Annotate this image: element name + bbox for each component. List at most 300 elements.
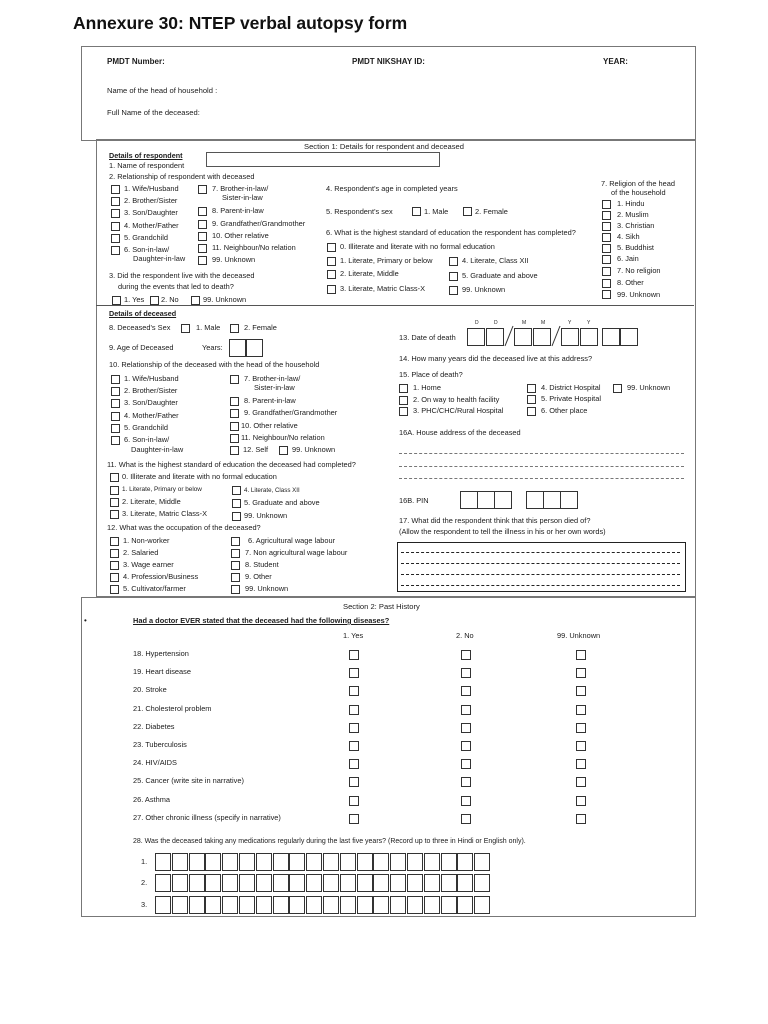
medication-char-box[interactable] [357,896,373,914]
medication-char-box[interactable] [424,853,440,871]
q10-other-relative-checkbox[interactable] [230,422,239,431]
medication-char-box[interactable] [205,874,221,892]
date-digit-box[interactable] [467,328,485,346]
q28-label: 28. Was the deceased taking any medications regularly during the last five years? (Record up to three in Hindi or English only). [133,838,526,845]
q15-private-hospital-checkbox[interactable] [527,395,536,404]
medication-char-box[interactable] [474,896,490,914]
q2-option-label: 7. Brother-in-law/ [212,184,269,193]
disease-yes-checkbox[interactable] [349,650,359,660]
medication-char-box[interactable] [340,853,356,871]
q15-option-label: 2. On way to health facility [413,395,500,404]
q11-matric-checkbox[interactable] [110,510,119,519]
q15-unknown-checkbox[interactable] [613,384,622,393]
disease-label: 18. Hypertension [133,649,189,658]
pmdt-number-label: PMDT Number: [107,57,165,66]
q12-salaried-checkbox[interactable] [110,549,119,558]
q12-option-label: 7. Non agricultural wage labour [245,548,348,557]
q7-jain-checkbox[interactable] [602,255,611,264]
q2-wife-husband-checkbox[interactable] [111,185,120,194]
disease-no-checkbox[interactable] [461,723,471,733]
medication-char-box[interactable] [390,874,406,892]
disease-label: 21. Cholesterol problem [133,704,212,713]
q11-primary-checkbox[interactable] [110,486,119,495]
q10-option-label: 4. Mother/Father [124,411,179,420]
date-part-label: D [475,320,479,326]
date-part-label: M [522,320,527,326]
q7-unknown-checkbox[interactable] [602,290,611,299]
date-part-label: Y [568,320,572,326]
q2-option-label: 9. Grandfather/Grandmother [212,219,306,228]
date-digit-box[interactable] [602,328,620,346]
head-of-household-label: Name of the head of household : [107,86,218,95]
q7-other-checkbox[interactable] [602,279,611,288]
pin-digit-box[interactable] [477,491,495,509]
q2-son-daughter-checkbox[interactable] [111,209,120,218]
q10-option-label: 1. Wife/Husband [124,374,179,383]
date-digit-box[interactable] [620,328,638,346]
medication-char-box[interactable] [155,896,171,914]
q7-option-label: 7. No religion [617,266,661,275]
medication-char-box[interactable] [306,874,322,892]
q6-option-label: 4. Literate, Class XII [462,256,529,265]
pin-digit-box[interactable] [543,491,561,509]
medication-char-box[interactable] [441,874,457,892]
medication-char-box[interactable] [441,853,457,871]
q2-other-relative-checkbox[interactable] [198,232,207,241]
q3-no-label: 2. No [161,295,179,304]
medication-char-box[interactable] [441,896,457,914]
q12-agri-labour-checkbox[interactable] [231,537,240,546]
q15-option-label: 3. PHC/CHC/Rural Hospital [413,406,504,415]
q10-option-label: 2. Brother/Sister [124,386,178,395]
q8-male-label: 1. Male [196,323,221,332]
q12-cultivator-checkbox[interactable] [110,585,119,594]
medication-char-box[interactable] [256,874,272,892]
q7-label-cont: of the household [611,188,666,197]
q8-male-checkbox[interactable] [181,324,190,333]
q12-wage-earner-checkbox[interactable] [110,561,119,570]
date-digit-box[interactable] [561,328,579,346]
respondent-name-field[interactable] [206,152,440,167]
q2-option-label: 1. Wife/Husband [124,184,179,193]
q3-yes-label: 1. Yes [124,295,145,304]
q2-label: 2. Relationship of respondent with deceased [109,172,255,181]
medication-char-box[interactable] [457,896,473,914]
disease-unknown-checkbox[interactable] [576,796,586,806]
q10-option-label: 5. Grandchild [124,423,168,432]
q2-option-label: Daughter-in-law [133,254,186,263]
disease-no-checkbox[interactable] [461,759,471,769]
disease-yes-checkbox[interactable] [349,668,359,678]
medication-char-box[interactable] [357,874,373,892]
pmdt-nikshay-id-label: PMDT NIKSHAY ID: [352,57,425,66]
q10-parent-in-law-checkbox[interactable] [230,397,239,406]
date-digit-box[interactable] [533,328,551,346]
medication-char-box[interactable] [289,896,305,914]
q10-grandparent-checkbox[interactable] [230,409,239,418]
disease-no-checkbox[interactable] [461,650,471,660]
disease-unknown-checkbox[interactable] [576,723,586,733]
q2-parent-in-law-checkbox[interactable] [198,207,207,216]
q7-hindu-checkbox[interactable] [602,200,611,209]
q3-unknown-label: 99. Unknown [203,295,247,304]
q7-option-label: 99. Unknown [617,290,661,299]
q11-option-label: 5. Graduate and above [244,498,320,507]
date-part-label: D [494,320,498,326]
disease-label: 24. HIV/AIDS [133,758,177,767]
disease-label: 27. Other chronic illness (specify in narrative) [133,813,281,822]
medication-char-box[interactable] [289,853,305,871]
medication-char-box[interactable] [222,853,238,871]
medication-char-box[interactable] [424,874,440,892]
medication-char-box[interactable] [256,896,272,914]
disease-unknown-checkbox[interactable] [576,686,586,696]
date-digit-box[interactable] [486,328,504,346]
q11-middle-checkbox[interactable] [110,498,119,507]
date-separator [504,325,514,347]
disease-yes-checkbox[interactable] [349,723,359,733]
disease-yes-checkbox[interactable] [349,705,359,715]
bullet-mark: • [84,616,87,625]
medication-char-box[interactable] [172,896,188,914]
q2-option-label: 11. Neighbour/No relation [212,243,296,252]
disease-yes-checkbox[interactable] [349,759,359,769]
q16a-label: 16A. House address of the deceased [399,428,521,437]
disease-label: 25. Cancer (write site in narrative) [133,776,244,785]
disease-unknown-checkbox[interactable] [576,668,586,678]
q6-illiterate-checkbox[interactable] [327,243,336,252]
medication-char-box[interactable] [189,874,205,892]
medication-char-box[interactable] [340,874,356,892]
q5-female-label: 2. Female [475,207,508,216]
disease-no-checkbox[interactable] [461,741,471,751]
col-yes-header: 1. Yes [343,631,364,640]
medication-char-box[interactable] [407,853,423,871]
disease-unknown-checkbox[interactable] [576,814,586,824]
q6-graduate-checkbox[interactable] [449,272,458,281]
q12-unknown-checkbox[interactable] [231,585,240,594]
q15-option-label: 1. Home [413,383,441,392]
q15-option-label: 6. Other place [541,406,588,415]
q5-female-checkbox[interactable] [463,207,472,216]
section2-question: Had a doctor EVER stated that the deceased had the following diseases? [133,616,390,625]
q7-option-label: 3. Christian [617,221,655,230]
q11-unknown-checkbox[interactable] [232,512,241,521]
medication-char-box[interactable] [373,853,389,871]
q10-option-label: 3. Son/Daughter [124,398,178,407]
q6-option-label: 2. Literate, Middle [340,269,399,278]
medication-char-box[interactable] [273,874,289,892]
q2-mother-father-checkbox[interactable] [111,222,120,231]
medication-char-box[interactable] [373,896,389,914]
medication-char-box[interactable] [155,853,171,871]
q10-wife-husband-checkbox[interactable] [111,375,120,384]
q3-no-checkbox[interactable] [150,296,159,305]
medication-char-box[interactable] [457,874,473,892]
medication-char-box[interactable] [172,853,188,871]
q2-option-label: 99. Unknown [212,255,256,264]
q6-option-label: 5. Graduate and above [462,271,538,280]
q16b-label: 16B. PIN [399,496,429,505]
q7-option-label: 5. Buddhist [617,243,654,252]
disease-unknown-checkbox[interactable] [576,759,586,769]
section1-title: Section 1: Details for respondent and deceased [304,142,464,151]
q6-class12-checkbox[interactable] [449,257,458,266]
medication-char-box[interactable] [273,896,289,914]
col-no-header: 2. No [456,631,474,640]
q11-option-label: 0. Illiterate and literate with no formal education [122,472,277,481]
medication-char-box[interactable] [205,853,221,871]
disease-no-checkbox[interactable] [461,814,471,824]
q11-label: 11. What is the highest standard of education the deceased had completed? [107,460,356,469]
q7-christian-checkbox[interactable] [602,222,611,231]
medication-char-box[interactable] [256,853,272,871]
q7-no-religion-checkbox[interactable] [602,267,611,276]
q12-option-label: 9. Other [245,572,272,581]
q3-label: 3. Did the respondent live with the deceased [109,271,255,280]
medication-char-box[interactable] [474,853,490,871]
q1-label: 1. Name of respondent [109,161,185,170]
q12-option-label: 2. Salaried [123,548,159,557]
q11-option-label: 4. Literate, Class XII [244,487,300,494]
q10-self-checkbox[interactable] [230,446,239,455]
medication-char-box[interactable] [222,896,238,914]
medication-char-box[interactable] [306,853,322,871]
q10-brother-sister-checkbox[interactable] [111,387,120,396]
q15-other-place-checkbox[interactable] [527,407,536,416]
q10-grandchild-checkbox[interactable] [111,424,120,433]
disease-unknown-checkbox[interactable] [576,741,586,751]
disease-no-checkbox[interactable] [461,705,471,715]
q6-middle-checkbox[interactable] [327,270,336,279]
q10-brother-in-law-checkbox[interactable] [230,375,239,384]
q8-female-checkbox[interactable] [230,324,239,333]
q15-phc-checkbox[interactable] [399,407,408,416]
q15-option-label: 99. Unknown [627,383,671,392]
q6-label: 6. What is the highest standard of education the respondent has completed? [326,228,576,237]
medication-char-box[interactable] [239,896,255,914]
q7-option-label: 6. Jain [617,254,639,263]
q11-class12-checkbox[interactable] [232,486,241,495]
q7-muslim-checkbox[interactable] [602,211,611,220]
narrative-line [401,585,680,586]
disease-no-checkbox[interactable] [461,686,471,696]
q11-option-label: 99. Unknown [244,511,288,520]
medication-char-box[interactable] [306,896,322,914]
q12-option-label: 5. Cultivator/farmer [123,584,186,593]
medication-char-box[interactable] [189,853,205,871]
deceased-name-label: Full Name of the deceased: [107,108,200,117]
q15-district-hospital-checkbox[interactable] [527,384,536,393]
q10-option-label: 8. Parent-in-law [244,396,296,405]
q10-mother-father-checkbox[interactable] [111,412,120,421]
medication-char-box[interactable] [222,874,238,892]
disease-no-checkbox[interactable] [461,777,471,787]
q10-option-label: 7. Brother-in-law/ [244,374,301,383]
medication-char-box[interactable] [239,874,255,892]
q7-buddhist-checkbox[interactable] [602,244,611,253]
medication-char-box[interactable] [273,853,289,871]
disease-unknown-checkbox[interactable] [576,650,586,660]
q3-yes-checkbox[interactable] [112,296,121,305]
q10-option-label: 12. Self [243,445,269,454]
medication-char-box[interactable] [373,874,389,892]
q2-neighbour-checkbox[interactable] [198,244,207,253]
deceased-heading: Details of deceased [109,309,177,318]
q15-home-checkbox[interactable] [399,384,408,393]
q17-label: 17. What did the respondent think that this person died of? [399,516,591,525]
q12-other-checkbox[interactable] [231,573,240,582]
q12-profession-checkbox[interactable] [110,573,119,582]
page-title: Annexure 30: NTEP verbal autopsy form [73,13,408,33]
q6-primary-checkbox[interactable] [327,257,336,266]
q2-unknown-checkbox[interactable] [198,256,207,265]
medication-row-number: 2. [141,878,148,887]
q5-label: 5. Respondent's sex [326,207,393,216]
disease-yes-checkbox[interactable] [349,814,359,824]
disease-unknown-checkbox[interactable] [576,777,586,787]
q4-label: 4. Respondent's age in completed years [326,184,458,193]
medication-char-box[interactable] [172,874,188,892]
medication-char-box[interactable] [407,896,423,914]
q11-graduate-checkbox[interactable] [232,499,241,508]
age-digit-box[interactable] [229,339,246,357]
q9-years-label: Years: [202,343,223,352]
q11-option-label: 1. Literate, Primary or below [122,486,202,493]
q15-label: 15. Place of death? [399,370,463,379]
q15-option-label: 5. Private Hospital [541,394,601,403]
q11-option-label: 2. Literate, Middle [122,497,181,506]
q2-option-label: 4. Mother/Father [124,221,179,230]
medication-char-box[interactable] [239,853,255,871]
medication-char-box[interactable] [323,853,339,871]
q13-label: 13. Date of death [399,333,456,342]
q7-option-label: 8. Other [617,278,644,287]
q12-option-label: 3. Wage earner [123,560,174,569]
narrative-line [401,574,680,575]
q10-neighbour-checkbox[interactable] [230,434,239,443]
medication-char-box[interactable] [457,853,473,871]
medication-char-box[interactable] [357,853,373,871]
q6-option-label: 99. Unknown [462,285,506,294]
q10-option-label: 6. Son-in-law/ [124,435,170,444]
medication-char-box[interactable] [289,874,305,892]
q10-son-daughter-checkbox[interactable] [111,399,120,408]
q2-option-label: 8. Parent-in-law [212,206,264,215]
q6-option-label: 0. Illiterate and literate with no formal education [340,242,495,251]
q6-option-label: 3. Literate, Matric Class-X [340,284,426,293]
pin-digit-box[interactable] [460,491,478,509]
q5-male-checkbox[interactable] [412,207,421,216]
q6-unknown-checkbox[interactable] [449,286,458,295]
q10-option-label: 10. Other relative [241,421,298,430]
medication-char-box[interactable] [390,853,406,871]
disease-no-checkbox[interactable] [461,796,471,806]
medication-char-box[interactable] [155,874,171,892]
q2-option-label: 6. Son-in-law/ [124,245,170,254]
q10-option-label: Daughter-in-law [131,445,184,454]
col-unknown-header: 99. Unknown [557,631,601,640]
q12-option-label: 8. Student [245,560,279,569]
disease-yes-checkbox[interactable] [349,741,359,751]
pin-digit-box[interactable] [526,491,544,509]
q7-label: 7. Religion of the head [601,179,675,188]
disease-unknown-checkbox[interactable] [576,705,586,715]
medication-char-box[interactable] [474,874,490,892]
q2-grandparent-checkbox[interactable] [198,220,207,229]
disease-yes-checkbox[interactable] [349,686,359,696]
disease-no-checkbox[interactable] [461,668,471,678]
medication-char-box[interactable] [340,896,356,914]
q12-option-label: 1. Non-worker [123,536,170,545]
q12-option-label: 4. Profession/Business [123,572,199,581]
medication-char-box[interactable] [189,896,205,914]
q7-option-label: 4. Sikh [617,232,640,241]
disease-yes-checkbox[interactable] [349,777,359,787]
medication-char-box[interactable] [390,896,406,914]
disease-label: 19. Heart disease [133,667,191,676]
q15-on-way-checkbox[interactable] [399,396,408,405]
medication-char-box[interactable] [424,896,440,914]
q10-son-in-law-checkbox[interactable] [111,436,120,445]
address-line[interactable] [399,478,684,479]
q10-option-label: Sister-in-law [254,383,295,392]
q2-brother-sister-checkbox[interactable] [111,197,120,206]
q10-option-label: 99. Unknown [292,445,336,454]
disease-label: 23. Tuberculosis [133,740,187,749]
q12-option-label: 6. Agricultural wage labour [248,536,336,545]
q12-nonworker-checkbox[interactable] [110,537,119,546]
q2-brother-in-law-checkbox[interactable] [198,185,207,194]
q11-option-label: 3. Literate, Matric Class-X [122,509,208,518]
q2-option-label: 3. Son/Daughter [124,208,178,217]
q7-sikh-checkbox[interactable] [602,233,611,242]
q12-student-checkbox[interactable] [231,561,240,570]
q2-option-label: 10. Other relative [212,231,269,240]
medication-char-box[interactable] [323,874,339,892]
date-digit-box[interactable] [580,328,598,346]
q2-grandchild-checkbox[interactable] [111,234,120,243]
age-digit-box[interactable] [246,339,263,357]
medication-row-number: 1. [141,857,148,866]
address-line[interactable] [399,466,684,467]
medication-char-box[interactable] [205,896,221,914]
q8-female-label: 2. Female [244,323,277,332]
q8-label: 8. Deceased's Sex [109,323,171,332]
q10-unknown-checkbox[interactable] [279,446,288,455]
q10-label: 10. Relationship of the deceased with the head of the household [109,360,320,369]
q2-option-label: Sister-in-law [222,193,263,202]
q3-unknown-checkbox[interactable] [191,296,200,305]
q12-label: 12. What was the occupation of the deceased? [107,523,261,532]
year-label: YEAR: [603,57,628,66]
pin-digit-box[interactable] [494,491,512,509]
q12-nonagri-labour-checkbox[interactable] [231,549,240,558]
pin-digit-box[interactable] [560,491,578,509]
divider [96,305,694,306]
date-digit-box[interactable] [514,328,532,346]
address-line[interactable] [399,453,684,454]
medication-char-box[interactable] [323,896,339,914]
q14-label: 14. How many years did the deceased live at this address? [399,354,593,363]
disease-yes-checkbox[interactable] [349,796,359,806]
q5-male-label: 1. Male [424,207,449,216]
q11-illiterate-checkbox[interactable] [110,473,119,482]
q2-son-in-law-checkbox[interactable] [111,246,120,255]
narrative-line [401,563,680,564]
medication-char-box[interactable] [407,874,423,892]
q6-matric-checkbox[interactable] [327,285,336,294]
